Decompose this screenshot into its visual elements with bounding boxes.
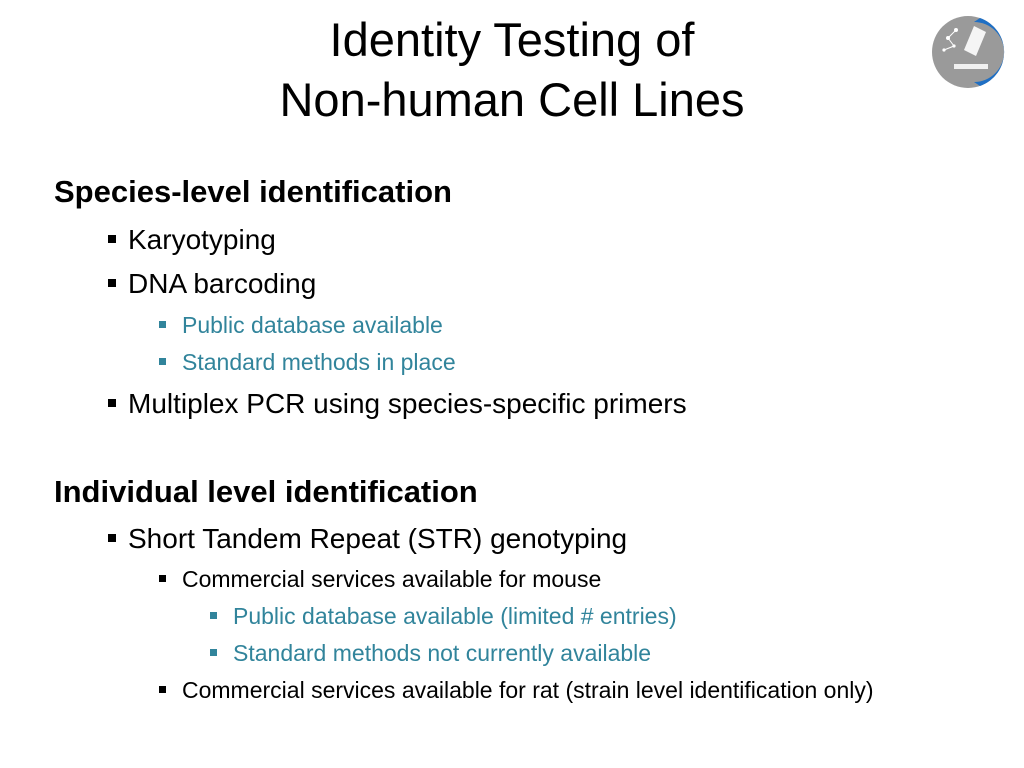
bullet-icon — [159, 358, 166, 365]
bullet-icon — [210, 612, 217, 619]
list-item — [159, 311, 443, 339]
list-item — [159, 565, 601, 593]
list-item — [159, 348, 456, 376]
public-db-text: Public database available — [182, 312, 443, 338]
multiplex-pcr-text: Multiplex PCR using species-specific primers — [128, 388, 687, 419]
list-item — [108, 522, 627, 556]
bullet-icon — [159, 575, 166, 582]
bullet-icon — [108, 534, 116, 542]
individual-heading: Individual level identification — [54, 474, 478, 509]
list-item — [210, 639, 651, 667]
bullet-icon — [108, 235, 116, 243]
species-heading: Species-level identification — [54, 174, 452, 209]
bullet-icon — [108, 399, 116, 407]
rat-text: Commercial services available for rat (strain level identification only) — [182, 677, 874, 703]
title-line-2: Non-human Cell Lines — [279, 73, 745, 126]
dna-barcoding-text: DNA barcoding — [128, 268, 317, 299]
bullet-icon — [159, 321, 166, 328]
str-text: Short Tandem Repeat (STR) genotyping — [128, 523, 628, 554]
mouse-text: Commercial services available for mouse — [182, 566, 602, 592]
list-item — [210, 602, 677, 630]
bullet-icon — [108, 279, 116, 287]
bullet-icon — [210, 649, 217, 656]
list-item — [108, 387, 687, 421]
standard-methods-text: Standard methods in place — [182, 349, 456, 375]
list-item — [108, 223, 276, 257]
list-item — [159, 676, 874, 704]
bullet-icon — [159, 686, 166, 693]
karyotyping-text: Karyotyping — [128, 224, 276, 255]
standard-methods-na-text: Standard methods not currently available — [233, 640, 652, 666]
public-db-limited-text: Public database available (limited # entries) — [233, 603, 677, 629]
list-item — [108, 267, 316, 301]
title-line-1: Identity Testing of — [329, 13, 695, 66]
